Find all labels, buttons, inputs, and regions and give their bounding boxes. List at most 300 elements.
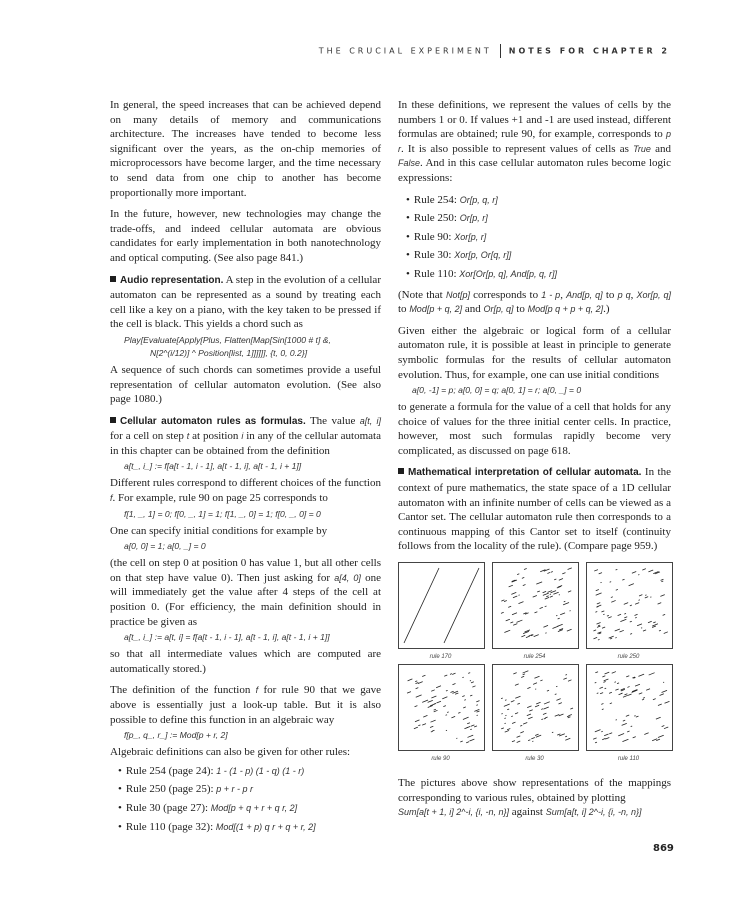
map-segment bbox=[595, 742, 597, 743]
map-segment bbox=[523, 723, 527, 725]
map-segment bbox=[518, 602, 523, 604]
map-segment bbox=[596, 590, 599, 591]
map-segment bbox=[568, 714, 571, 715]
map-segment bbox=[513, 673, 516, 674]
map-segment bbox=[643, 697, 645, 698]
map-segment bbox=[467, 723, 470, 724]
text: corresponds to bbox=[469, 288, 542, 301]
rule-code: p + r - p r bbox=[216, 784, 254, 795]
panel-rule-170 bbox=[398, 562, 485, 649]
map-segment bbox=[618, 734, 624, 736]
code-init-symbolic: a[0, -1] = p; a[0, 0] = q; a[0, 1] = r; a[0, _] = 0 bbox=[412, 385, 582, 396]
paragraph: One can specify initial conditions for example by bbox=[110, 524, 328, 537]
rule-label: Rule 254: bbox=[413, 193, 460, 206]
map-segment bbox=[649, 673, 655, 675]
map-segment bbox=[511, 592, 516, 594]
inline-code: t bbox=[186, 431, 190, 442]
map-segment bbox=[553, 592, 558, 594]
map-segment bbox=[523, 671, 529, 673]
audio-note bbox=[110, 273, 381, 332]
map-segment bbox=[470, 695, 472, 696]
map-segment bbox=[608, 617, 612, 618]
paragraph: to generate a formula for the value of a cell that holds for any choice of values for the three initial center cells. In practice, however, most such formulas rapidly become very complicated, as discussed on page 618. bbox=[398, 401, 671, 457]
mapping-figure bbox=[398, 562, 671, 762]
map-segment bbox=[565, 675, 567, 676]
rule-code: 1 - (1 - p) (1 - q) (1 - r) bbox=[216, 765, 305, 776]
map-segment bbox=[463, 707, 466, 708]
formulas-note bbox=[110, 414, 381, 459]
map-segment bbox=[544, 702, 550, 704]
map-segment bbox=[601, 731, 602, 732]
inline-code: i bbox=[241, 431, 244, 442]
map-segment bbox=[612, 672, 616, 674]
map-segment bbox=[610, 638, 612, 639]
map-segment bbox=[508, 606, 511, 607]
map-segment bbox=[635, 684, 640, 686]
map-segment bbox=[504, 718, 505, 719]
map-segment bbox=[460, 741, 462, 742]
paragraph: A sequence of such chords can sometimes provide a useful representation of cellular automaton evolution. (See also page 1080.) bbox=[110, 363, 381, 406]
map-segment bbox=[652, 624, 658, 626]
map-segment bbox=[515, 696, 520, 698]
map-segment bbox=[443, 706, 446, 707]
map-segment bbox=[501, 698, 503, 699]
map-segment bbox=[418, 682, 423, 684]
inline-code: f bbox=[255, 685, 259, 696]
map-segment bbox=[547, 572, 550, 573]
map-segment bbox=[512, 722, 515, 723]
map-segment bbox=[615, 629, 620, 631]
map-segment bbox=[616, 569, 618, 570]
panel-label: rule 90 bbox=[431, 756, 450, 763]
text: . For example, rule 90 on page 25 corresponds to bbox=[112, 492, 328, 505]
map-segment bbox=[446, 690, 448, 691]
map-segment bbox=[536, 702, 540, 704]
map-segment bbox=[476, 705, 477, 706]
map-segment bbox=[407, 692, 411, 694]
map-segment bbox=[517, 703, 519, 704]
map-segment bbox=[504, 630, 510, 632]
list-item bbox=[406, 248, 671, 263]
map-segment bbox=[634, 716, 635, 717]
map-segment bbox=[468, 673, 470, 674]
panel-rule-30 bbox=[492, 664, 579, 751]
note-text: In the context of pure mathematics, the state space of a 1D cellular automaton with an infinite number of cells can be viewed as a Cantor set. The cellular automaton rule then corresponds to a continuous mapping of this Cantor set to itself (continuity follows from the locality of the rule). (Compare page 959.) bbox=[398, 466, 671, 553]
map-segment bbox=[522, 577, 524, 578]
map-segment bbox=[593, 738, 596, 739]
bullet-square-icon bbox=[398, 468, 404, 474]
paragraph bbox=[110, 556, 381, 629]
map-segment bbox=[605, 738, 609, 740]
map-segment bbox=[623, 720, 625, 721]
map-segment bbox=[631, 726, 633, 727]
text: . It is also possible to represent values of cells as bbox=[401, 142, 634, 155]
map-segment bbox=[622, 739, 628, 741]
list-item bbox=[118, 820, 381, 835]
map-segment bbox=[556, 699, 560, 701]
map-segment bbox=[635, 617, 637, 618]
inline-code: a[t, i] bbox=[359, 415, 381, 426]
map-segment bbox=[452, 673, 455, 674]
rule-250-plot bbox=[587, 563, 672, 648]
map-segment bbox=[564, 601, 566, 602]
map-segment bbox=[635, 603, 639, 605]
map-segment bbox=[551, 572, 553, 573]
map-segment bbox=[543, 713, 546, 714]
map-segment bbox=[509, 585, 513, 587]
map-segment bbox=[642, 699, 644, 700]
map-segment bbox=[504, 704, 510, 706]
map-segment bbox=[658, 704, 662, 706]
map-segment bbox=[609, 636, 614, 638]
map-segment bbox=[507, 729, 510, 730]
list-item bbox=[118, 782, 381, 797]
map-segment bbox=[598, 639, 600, 640]
map-segment bbox=[535, 705, 539, 707]
map-segment bbox=[659, 630, 661, 631]
map-segment bbox=[535, 734, 538, 735]
rule-code: Xor[Or[p, q], And[p, q, r]] bbox=[459, 268, 558, 279]
map-segment bbox=[662, 726, 665, 727]
text: and bbox=[462, 303, 484, 316]
map-segment bbox=[430, 704, 435, 706]
map-segment bbox=[470, 729, 471, 730]
bullet-square-icon bbox=[110, 276, 116, 282]
panel-label: rule 254 bbox=[523, 654, 546, 661]
rule-label: Rule 110 (page 32): bbox=[125, 820, 216, 833]
list-item bbox=[406, 230, 671, 245]
map-segment bbox=[558, 618, 560, 619]
map-segment bbox=[630, 605, 632, 606]
map-segment bbox=[432, 730, 434, 731]
map-segment bbox=[540, 680, 542, 681]
map-segment bbox=[506, 619, 510, 621]
map-segment bbox=[455, 693, 458, 694]
map-segment bbox=[562, 573, 565, 574]
panel-label: rule 250 bbox=[617, 654, 640, 661]
map-segment bbox=[558, 703, 561, 704]
text: (the cell on step 0 at position 0 has value 1, but all other cells on that step have value 0). Then just asking for bbox=[110, 557, 381, 584]
inline-code: Or[p, q] bbox=[483, 304, 514, 315]
code-memo: a[t_, i_] := a[t, i] = f[a[t - 1, i - 1], a[t - 1, i], a[t - 1, i + 1]] bbox=[124, 632, 330, 643]
map-line bbox=[404, 568, 439, 643]
map-segment bbox=[523, 674, 525, 675]
text: to bbox=[513, 303, 528, 316]
map-segment bbox=[512, 741, 515, 742]
map-segment bbox=[527, 687, 530, 688]
map-segment bbox=[611, 597, 613, 598]
map-segment bbox=[416, 688, 419, 689]
map-segment bbox=[595, 682, 597, 683]
map-segment bbox=[501, 600, 504, 601]
paragraph bbox=[110, 476, 381, 505]
map-segment bbox=[536, 735, 541, 737]
map-segment bbox=[602, 738, 605, 739]
map-segment bbox=[521, 635, 525, 637]
rule-label: Rule 30 (page 27): bbox=[125, 801, 211, 814]
map-segment bbox=[515, 684, 519, 686]
map-segment bbox=[556, 686, 557, 687]
map-segment bbox=[554, 579, 556, 580]
map-segment bbox=[462, 677, 463, 678]
map-segment bbox=[547, 690, 549, 691]
map-segment bbox=[431, 696, 436, 698]
panel-rule-110 bbox=[586, 664, 673, 751]
map-segment bbox=[529, 710, 532, 711]
map-segment bbox=[474, 726, 477, 727]
map-segment bbox=[624, 613, 626, 614]
map-segment bbox=[627, 687, 629, 688]
text: one will immediately get the value after 4 steps of the cell at position 0. (For efficiency, the main definition should in practice be given as bbox=[110, 571, 381, 628]
rule-label: Rule 110: bbox=[413, 267, 460, 280]
list-item bbox=[406, 211, 671, 226]
inline-code: Mod[p q + p + q, 2] bbox=[527, 304, 604, 315]
rule-code: Xor[p, r] bbox=[454, 231, 487, 242]
map-segment bbox=[611, 600, 615, 602]
map-segment bbox=[526, 636, 530, 638]
math-note bbox=[398, 465, 671, 554]
map-segment bbox=[568, 717, 571, 718]
inline-code: f bbox=[110, 493, 113, 504]
map-segment bbox=[661, 579, 664, 580]
map-segment bbox=[545, 606, 547, 607]
inline-code: p q bbox=[617, 289, 631, 300]
note-heading: Mathematical interpretation of cellular automata. bbox=[408, 467, 642, 479]
map-segment bbox=[620, 619, 626, 621]
map-segment bbox=[452, 684, 455, 685]
map-segment bbox=[534, 612, 537, 613]
map-segment bbox=[603, 682, 605, 683]
map-segment bbox=[593, 637, 597, 638]
rule-170-plot bbox=[399, 563, 484, 648]
map-segment bbox=[615, 689, 618, 690]
panel-label: rule 170 bbox=[429, 654, 452, 661]
map-segment bbox=[511, 701, 515, 702]
paragraph: Given either the algebraic or logical form of a cellular automaton rule, it is possible at least in principle to generate symbolic formulas for the results of cellular automaton evolution. Thus, for example, one can use initial conditions bbox=[398, 324, 671, 381]
map-segment bbox=[422, 700, 428, 702]
map-segment bbox=[593, 630, 596, 631]
map-segment bbox=[563, 603, 569, 605]
inline-code: Not[p] bbox=[445, 289, 470, 300]
map-segment bbox=[644, 733, 648, 735]
map-segment bbox=[415, 681, 417, 682]
code-definition: a[t_, i_] := f[a[t - 1, i - 1], a[t - 1, i], a[t - 1, i + 1]] bbox=[124, 461, 302, 472]
map-segment bbox=[597, 623, 601, 625]
map-segment bbox=[527, 714, 531, 716]
panel-label: rule 30 bbox=[525, 756, 544, 763]
map-segment bbox=[596, 593, 602, 595]
algebraic-rules-list bbox=[110, 764, 381, 834]
map-segment bbox=[416, 695, 422, 697]
map-segment bbox=[568, 591, 571, 592]
map-segment bbox=[471, 725, 474, 726]
map-segment bbox=[423, 715, 427, 717]
map-segment bbox=[629, 584, 634, 586]
map-segment bbox=[543, 593, 549, 595]
inline-code: Sum[a[t, i] 2^-i, {i, -n, n}] bbox=[545, 807, 642, 818]
map-segment bbox=[422, 724, 426, 726]
text: for a cell on step bbox=[110, 430, 187, 443]
map-segment bbox=[627, 731, 629, 732]
map-segment bbox=[422, 675, 425, 676]
map-segment bbox=[601, 703, 603, 704]
map-segment bbox=[436, 701, 440, 703]
bullet-square-icon bbox=[110, 417, 116, 423]
map-segment bbox=[447, 712, 449, 713]
map-segment bbox=[619, 693, 623, 695]
map-segment bbox=[418, 725, 420, 726]
map-segment bbox=[537, 591, 540, 592]
map-segment bbox=[620, 630, 624, 632]
map-segment bbox=[597, 626, 600, 627]
map-segment bbox=[598, 625, 600, 626]
map-segment bbox=[559, 714, 564, 716]
note-heading: Audio representation. bbox=[120, 274, 224, 286]
map-segment bbox=[458, 712, 460, 713]
map-segment bbox=[521, 676, 524, 677]
map-segment bbox=[605, 672, 610, 674]
map-segment bbox=[523, 585, 526, 586]
rule-30-plot bbox=[493, 665, 578, 750]
rule-label: Rule 30: bbox=[413, 249, 455, 262]
map-segment bbox=[520, 725, 522, 726]
map-segment bbox=[634, 614, 637, 615]
map-segment bbox=[565, 736, 567, 737]
map-segment bbox=[517, 574, 519, 575]
map-segment bbox=[464, 726, 470, 728]
text: , bbox=[560, 288, 567, 301]
map-segment bbox=[442, 697, 447, 699]
map-segment bbox=[618, 614, 621, 615]
text: . And in this case cellular automaton rules become logic expressions: bbox=[398, 157, 671, 184]
map-segment bbox=[622, 723, 627, 725]
map-segment bbox=[531, 737, 535, 738]
map-segment bbox=[555, 714, 560, 716]
map-segment bbox=[602, 627, 605, 628]
rule-code: Xor[p, Or[q, r]] bbox=[454, 250, 512, 261]
map-segment bbox=[557, 734, 560, 735]
map-segment bbox=[524, 568, 527, 569]
map-segment bbox=[450, 691, 453, 692]
running-header bbox=[319, 44, 670, 58]
map-segment bbox=[610, 582, 611, 583]
map-segment bbox=[658, 603, 662, 604]
code-init: a[0, 0] = 1; a[0, _] = 0 bbox=[124, 541, 206, 552]
map-segment bbox=[661, 581, 663, 582]
map-segment bbox=[646, 689, 650, 691]
map-segment bbox=[658, 735, 664, 737]
map-segment bbox=[664, 632, 668, 634]
map-segment bbox=[431, 720, 436, 722]
map-segment bbox=[513, 624, 517, 626]
map-segment bbox=[607, 615, 609, 616]
list-item bbox=[118, 801, 381, 816]
map-segment bbox=[436, 686, 441, 688]
map-segment bbox=[545, 717, 548, 718]
text: The pictures above show representations of the mappings corresponding to various rules, obtained by plotting bbox=[398, 777, 671, 804]
map-segment bbox=[604, 734, 608, 736]
text: for rule 90 that we gave above is essentially just a look-up table. But it is also possible to define this function in an algebraic way bbox=[110, 684, 382, 726]
map-segment bbox=[597, 693, 599, 694]
text: The definition of the function bbox=[110, 684, 256, 697]
map-segment bbox=[415, 720, 419, 722]
inline-code: a[4, 0] bbox=[334, 572, 361, 583]
code-play-line1: Play[Evaluate[Apply[Plus, Flatten[Map[Sin[1000 # t] &, bbox=[124, 334, 331, 345]
map-segment bbox=[639, 600, 640, 601]
panel-rule-250 bbox=[586, 562, 673, 649]
map-segment bbox=[664, 727, 668, 729]
map-segment bbox=[534, 676, 539, 678]
map-segment bbox=[567, 629, 572, 631]
map-segment bbox=[609, 733, 612, 734]
map-segment bbox=[472, 686, 475, 687]
map-segment bbox=[645, 595, 646, 596]
left-column bbox=[110, 98, 381, 840]
map-segment bbox=[604, 679, 609, 681]
map-segment bbox=[660, 694, 664, 696]
rule-110-plot bbox=[587, 665, 672, 750]
map-segment bbox=[628, 694, 631, 695]
inline-code: 1 - p bbox=[541, 289, 561, 300]
inline-code: Xor[p, q] bbox=[636, 289, 672, 300]
map-segment bbox=[543, 707, 548, 709]
map-segment bbox=[471, 682, 474, 683]
note-heading: Cellular automaton rules as formulas. bbox=[120, 415, 306, 427]
list-item bbox=[406, 267, 671, 282]
map-segment bbox=[533, 683, 537, 685]
text: in any of the cellular automata in this chapter can be obtained from the definition bbox=[110, 430, 381, 457]
map-segment bbox=[594, 570, 598, 571]
map-segment bbox=[505, 730, 509, 732]
text: against bbox=[509, 806, 546, 819]
map-segment bbox=[536, 582, 542, 584]
map-segment bbox=[428, 700, 433, 702]
map-segment bbox=[476, 701, 479, 702]
map-segment bbox=[602, 709, 604, 710]
map-segment bbox=[642, 569, 646, 570]
map-segment bbox=[533, 595, 537, 597]
map-segment bbox=[632, 572, 636, 574]
text: to bbox=[602, 288, 618, 301]
map-segment bbox=[605, 688, 607, 689]
text: Different rules correspond to different choices of the function bbox=[110, 477, 381, 490]
rule-90-plot bbox=[399, 665, 484, 750]
paragraph bbox=[398, 288, 671, 317]
map-segment bbox=[615, 637, 616, 638]
text: , bbox=[630, 288, 637, 301]
header-right: NOTES FOR CHAPTER 2 bbox=[508, 46, 670, 56]
map-segment bbox=[559, 579, 563, 581]
panel-rule-90 bbox=[398, 664, 485, 751]
map-segment bbox=[467, 735, 473, 737]
map-segment bbox=[444, 675, 447, 676]
map-segment bbox=[540, 607, 543, 608]
map-segment bbox=[643, 630, 646, 631]
rule-code: Mod[p + q + r + q r, 2] bbox=[210, 802, 298, 813]
map-segment bbox=[595, 672, 598, 673]
map-segment bbox=[520, 732, 524, 733]
map-segment bbox=[622, 579, 624, 580]
map-segment bbox=[446, 715, 448, 716]
map-segment bbox=[470, 739, 475, 741]
text: In these definitions, we represent the values of cells by the numbers 1 or 0. If values +1 and -1 are used instead, different formulas are obtained; rule 90, for example, corresponds to bbox=[398, 99, 671, 141]
map-segment bbox=[527, 706, 531, 708]
map-segment bbox=[648, 570, 653, 572]
list-item bbox=[118, 764, 381, 779]
text: at position bbox=[189, 430, 242, 443]
map-segment bbox=[543, 625, 548, 627]
map-segment bbox=[600, 693, 603, 694]
